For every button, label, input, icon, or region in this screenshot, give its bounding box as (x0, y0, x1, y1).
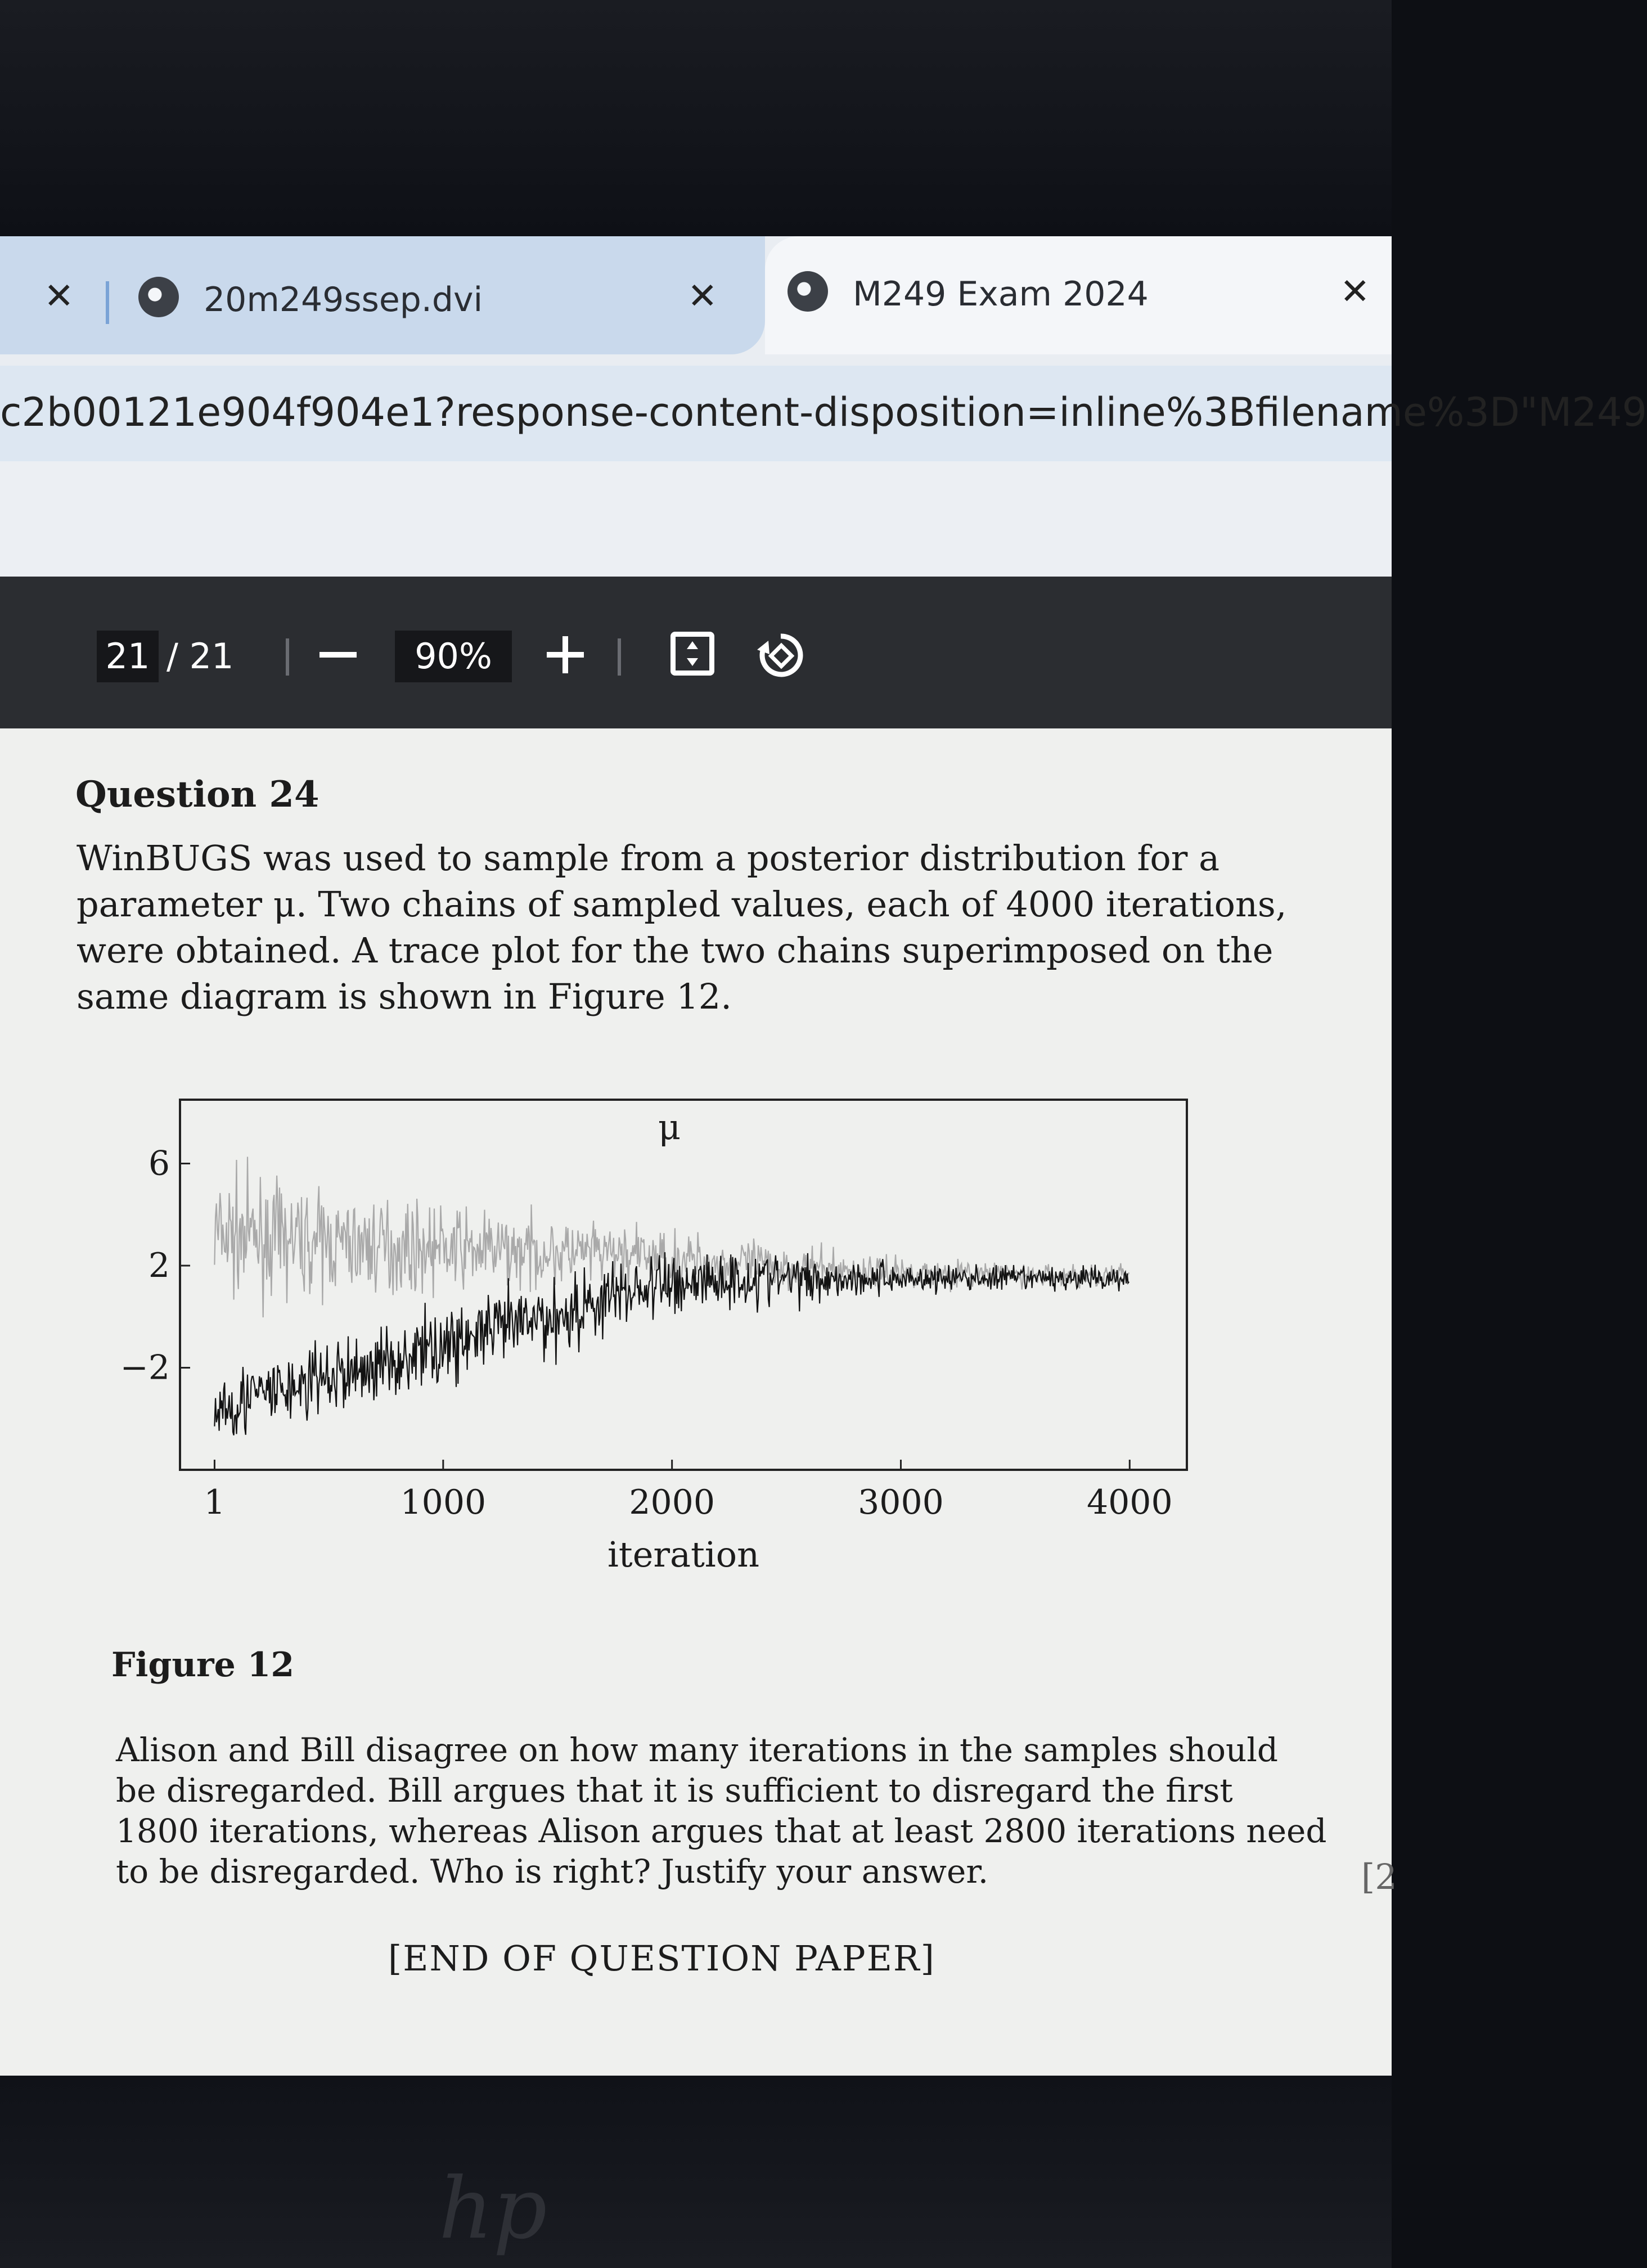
followup-line: to be disregarded. Who is right? Justify your answer. (116, 1852, 989, 1891)
monitor-bezel-bottom (0, 2076, 1392, 2268)
page-total: / 21 (166, 636, 234, 677)
zoom-out-icon[interactable] (320, 652, 357, 658)
close-icon[interactable]: ✕ (44, 276, 74, 317)
browser-bar-spacer (0, 461, 1392, 577)
hp-logo: hp (439, 2160, 547, 2258)
question-title: Question 24 (75, 773, 320, 816)
trace-plot-svg (120, 1094, 1221, 1600)
end-of-paper: [END OF QUESTION PAPER] (388, 1938, 935, 1979)
y-tick-label: −2 (120, 1348, 170, 1388)
y-tick-label: 2 (148, 1245, 170, 1285)
trace-plot (120, 1094, 1221, 1600)
tab-title: M249 Exam 2024 (853, 274, 1149, 314)
close-tab-icon[interactable]: ✕ (1340, 271, 1370, 313)
x-tick-label: 1 (204, 1483, 226, 1522)
x-tick-label: 3000 (858, 1483, 944, 1522)
figure-label: Figure 12 (111, 1645, 295, 1685)
trace-chain-1 (214, 1157, 1129, 1318)
close-tab-icon[interactable]: ✕ (687, 276, 718, 317)
pdf-toolbar (0, 577, 1392, 728)
toolbar-divider (618, 638, 621, 676)
tab-m249-exam[interactable] (765, 236, 1392, 354)
fit-to-page-icon[interactable] (670, 632, 714, 676)
x-tick-label: 2000 (629, 1483, 716, 1522)
rotate-icon[interactable] (754, 628, 808, 685)
zoom-level-input[interactable]: 90% (395, 631, 512, 682)
tab-separator (106, 281, 109, 324)
globe-icon (788, 271, 828, 312)
question-line: WinBUGS was used to sample from a posterior distribution for a (76, 838, 1220, 879)
tab-title: 20m249ssep.dvi (204, 280, 483, 320)
followup-line: Alison and Bill disagree on how many iterations in the samples should (116, 1731, 1279, 1769)
marks-indicator: [2 (1361, 1856, 1397, 1897)
chart-title: μ (658, 1106, 681, 1148)
monitor-bezel-top (0, 0, 1392, 236)
x-tick-label: 1000 (400, 1483, 487, 1522)
question-line: parameter μ. Two chains of sampled values, each of 4000 iterations, (76, 884, 1287, 925)
followup-text (116, 1730, 1327, 1892)
question-line: same diagram is shown in Figure 12. (76, 976, 732, 1017)
x-tick-label: 4000 (1086, 1483, 1173, 1522)
address-bar[interactable] (0, 366, 1647, 461)
followup-line: 1800 iterations, whereas Alison argues that at least 2800 iterations need (116, 1812, 1327, 1850)
pdf-page (0, 728, 1397, 2076)
followup-line: be disregarded. Bill argues that it is sufficient to disregard the first (116, 1771, 1233, 1810)
tab-20m249ssep[interactable] (0, 236, 765, 354)
y-tick-label: 6 (148, 1144, 170, 1184)
globe-icon (138, 277, 179, 317)
question-line: were obtained. A trace plot for the two chains superimposed on the (76, 930, 1274, 971)
x-axis-label: iteration (607, 1534, 760, 1575)
page-number-input[interactable]: 21 (97, 631, 159, 682)
browser-tab-strip (0, 236, 1392, 366)
toolbar-divider (286, 638, 289, 676)
url-text[interactable]: c2b00121e904f904e1?response-content-disposition=inline%3Bfilename%3D"M249 (0, 389, 1647, 435)
question-text (76, 835, 1286, 1020)
